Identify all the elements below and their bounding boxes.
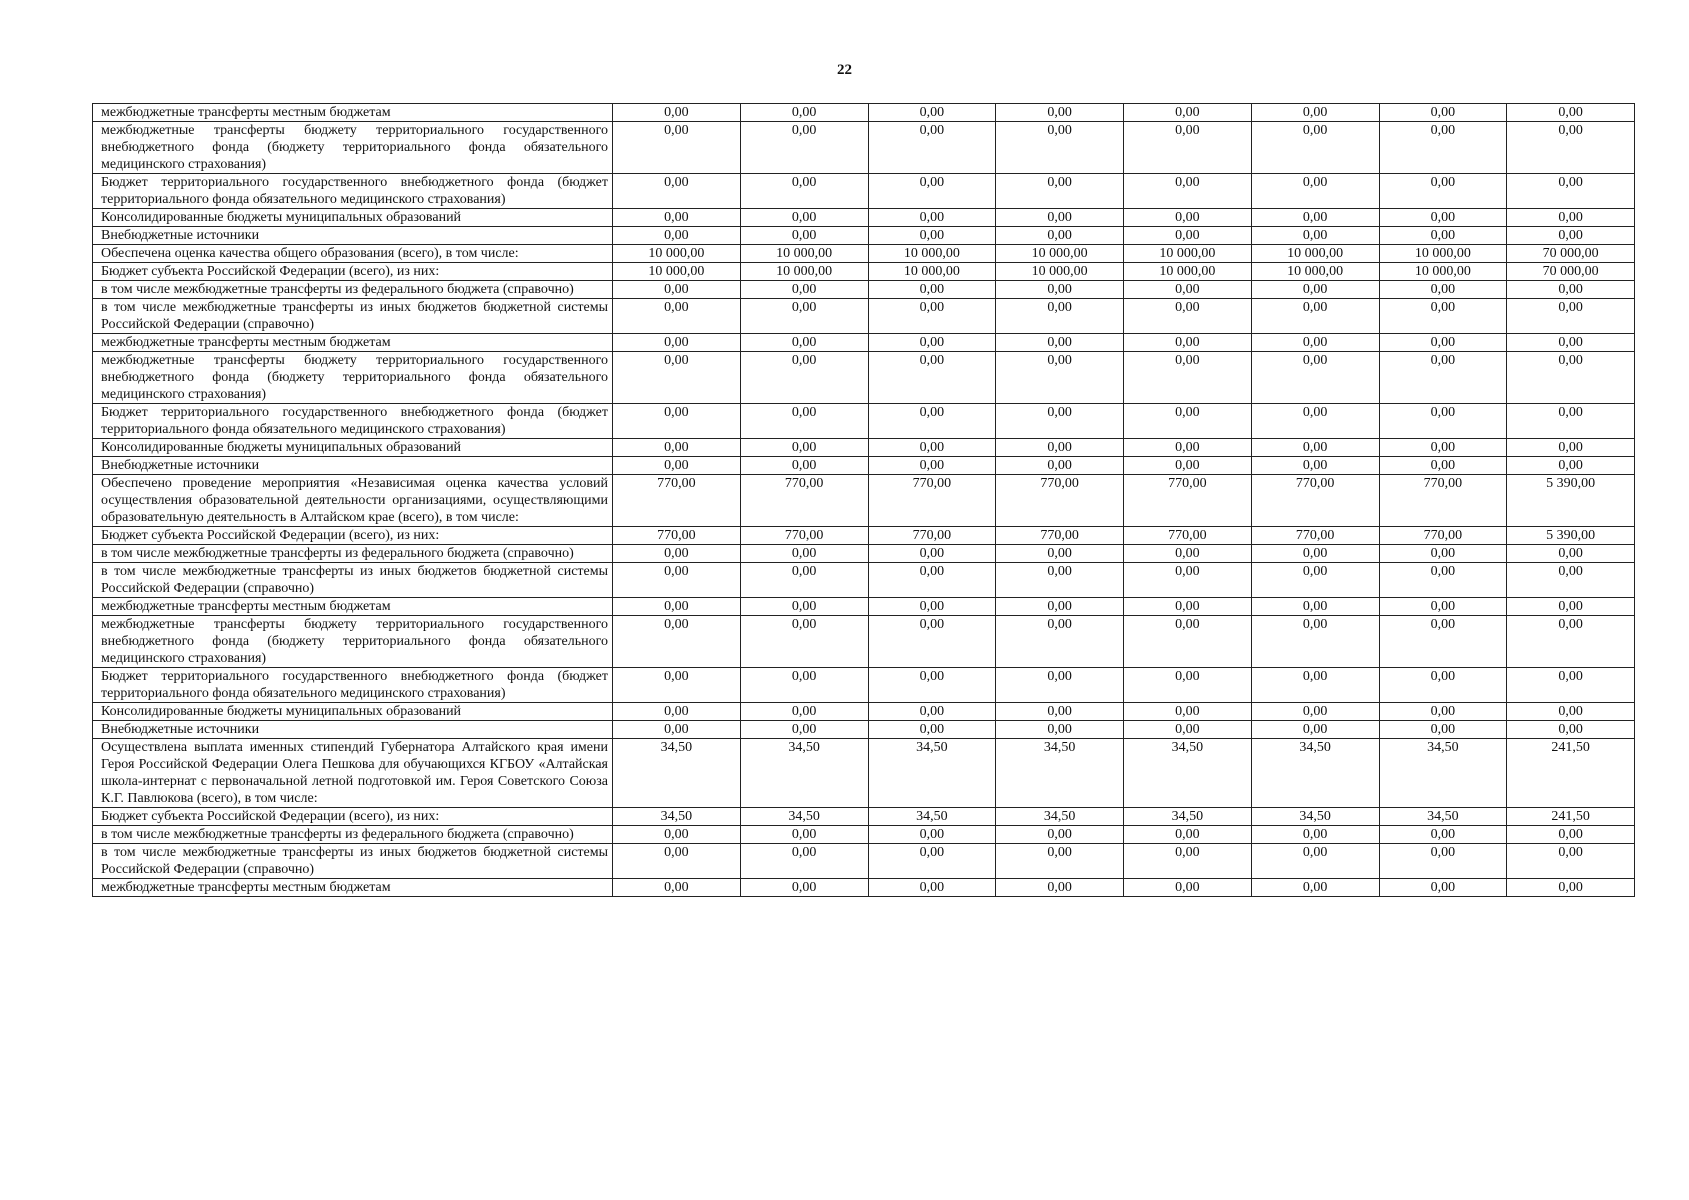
row-year-value: 0,00 [996,404,1124,439]
row-year-value: 0,00 [613,545,741,563]
row-label: Консолидированные бюджеты муниципальных образований [93,209,613,227]
row-year-value: 34,50 [868,808,996,826]
table-row [93,122,1635,174]
row-year-value: 0,00 [1124,563,1252,598]
row-year-value: 0,00 [868,545,996,563]
row-year-value: 0,00 [996,457,1124,475]
row-year-value: 0,00 [868,879,996,897]
table-row [93,668,1635,703]
row-label: межбюджетные трансферты местным бюджетам [93,879,613,897]
row-year-value: 0,00 [868,122,996,174]
row-year-value: 0,00 [868,457,996,475]
row-year-value: 0,00 [740,703,868,721]
row-year-value: 0,00 [740,616,868,668]
table-row [93,263,1635,281]
row-year-value: 0,00 [1251,844,1379,879]
row-year-value: 0,00 [996,844,1124,879]
row-total-value: 0,00 [1507,598,1635,616]
row-year-value: 0,00 [1251,334,1379,352]
row-year-value: 0,00 [996,616,1124,668]
row-year-value: 10 000,00 [740,263,868,281]
row-year-value: 0,00 [1124,598,1252,616]
row-year-value: 0,00 [868,227,996,245]
row-year-value: 0,00 [613,703,741,721]
row-year-value: 770,00 [868,475,996,527]
row-year-value: 0,00 [1379,703,1507,721]
row-year-value: 0,00 [1124,721,1252,739]
row-year-value: 0,00 [868,209,996,227]
row-year-value: 0,00 [1124,439,1252,457]
row-year-value: 0,00 [613,616,741,668]
row-year-value: 0,00 [1251,826,1379,844]
row-year-value: 34,50 [1251,808,1379,826]
row-year-value: 770,00 [613,475,741,527]
row-year-value: 34,50 [1124,739,1252,808]
table-row [93,721,1635,739]
row-label: Бюджет субъекта Российской Федерации (всего), из них: [93,808,613,826]
row-year-value: 0,00 [1124,174,1252,209]
row-year-value: 34,50 [740,739,868,808]
row-year-value: 0,00 [1379,209,1507,227]
row-total-value: 0,00 [1507,703,1635,721]
row-year-value: 0,00 [740,721,868,739]
row-year-value: 0,00 [1251,104,1379,122]
row-label: в том числе межбюджетные трансферты из федерального бюджета (справочно) [93,281,613,299]
row-year-value: 0,00 [613,457,741,475]
row-year-value: 0,00 [996,281,1124,299]
row-year-value: 10 000,00 [868,245,996,263]
row-label: в том числе межбюджетные трансферты из иных бюджетов бюджетной системы Российской Федерации (справочно) [93,299,613,334]
row-year-value: 0,00 [740,563,868,598]
row-year-value: 0,00 [996,826,1124,844]
row-total-value: 0,00 [1507,209,1635,227]
row-total-value: 5 390,00 [1507,527,1635,545]
row-year-value: 0,00 [1379,545,1507,563]
row-year-value: 0,00 [1379,879,1507,897]
row-year-value: 10 000,00 [613,263,741,281]
row-year-value: 0,00 [740,598,868,616]
row-year-value: 0,00 [996,122,1124,174]
row-year-value: 0,00 [868,281,996,299]
table-row [93,352,1635,404]
row-year-value: 0,00 [996,598,1124,616]
row-year-value: 770,00 [740,475,868,527]
row-year-value: 770,00 [996,475,1124,527]
row-year-value: 0,00 [613,281,741,299]
row-year-value: 0,00 [1124,457,1252,475]
row-year-value: 0,00 [613,227,741,245]
row-year-value: 0,00 [1124,352,1252,404]
row-year-value: 10 000,00 [1251,245,1379,263]
row-year-value: 0,00 [613,352,741,404]
table-row [93,439,1635,457]
row-label: Бюджет территориального государственного внебюджетного фонда (бюджет территориального фонда обязательного медицинского страхования) [93,174,613,209]
row-year-value: 0,00 [1124,299,1252,334]
row-total-value: 0,00 [1507,844,1635,879]
row-year-value: 0,00 [1251,352,1379,404]
row-year-value: 0,00 [613,104,741,122]
row-total-value: 0,00 [1507,439,1635,457]
table-row [93,245,1635,263]
row-year-value: 0,00 [1379,122,1507,174]
table-row [93,299,1635,334]
row-total-value: 241,50 [1507,808,1635,826]
table-row [93,281,1635,299]
row-year-value: 34,50 [996,808,1124,826]
row-year-value: 0,00 [613,299,741,334]
row-year-value: 0,00 [996,209,1124,227]
row-year-value: 34,50 [996,739,1124,808]
row-year-value: 0,00 [996,352,1124,404]
row-year-value: 0,00 [613,122,741,174]
row-total-value: 241,50 [1507,739,1635,808]
row-year-value: 0,00 [1124,616,1252,668]
row-year-value: 0,00 [1124,227,1252,245]
row-year-value: 770,00 [1379,475,1507,527]
row-year-value: 0,00 [1251,299,1379,334]
row-year-value: 0,00 [1379,563,1507,598]
row-year-value: 0,00 [868,703,996,721]
row-total-value: 0,00 [1507,616,1635,668]
row-label: межбюджетные трансферты местным бюджетам [93,598,613,616]
row-year-value: 0,00 [868,563,996,598]
row-year-value: 0,00 [613,334,741,352]
row-total-value: 0,00 [1507,122,1635,174]
row-year-value: 0,00 [740,352,868,404]
budget-table-body [93,104,1635,897]
row-year-value: 0,00 [740,209,868,227]
row-total-value: 0,00 [1507,457,1635,475]
row-total-value: 0,00 [1507,174,1635,209]
row-year-value: 0,00 [1251,209,1379,227]
row-year-value: 0,00 [868,439,996,457]
row-year-value: 0,00 [1379,721,1507,739]
row-year-value: 0,00 [740,122,868,174]
table-row [93,227,1635,245]
row-year-value: 0,00 [1124,209,1252,227]
table-row [93,104,1635,122]
row-year-value: 0,00 [613,598,741,616]
row-year-value: 0,00 [1124,104,1252,122]
row-year-value: 770,00 [868,527,996,545]
row-year-value: 0,00 [868,616,996,668]
table-row [93,826,1635,844]
table-row [93,563,1635,598]
row-year-value: 10 000,00 [740,245,868,263]
row-year-value: 0,00 [613,439,741,457]
row-year-value: 0,00 [996,563,1124,598]
page-number: 22 [837,62,852,78]
row-year-value: 0,00 [613,404,741,439]
row-year-value: 0,00 [1379,668,1507,703]
table-row [93,174,1635,209]
table-row [93,703,1635,721]
row-year-value: 0,00 [1251,122,1379,174]
row-year-value: 0,00 [1379,104,1507,122]
row-year-value: 0,00 [1379,404,1507,439]
row-year-value: 0,00 [613,209,741,227]
row-year-value: 0,00 [1251,457,1379,475]
row-year-value: 0,00 [996,104,1124,122]
row-year-value: 0,00 [740,227,868,245]
row-year-value: 0,00 [613,174,741,209]
row-label: Внебюджетные источники [93,227,613,245]
row-year-value: 0,00 [1251,281,1379,299]
row-total-value: 0,00 [1507,104,1635,122]
row-year-value: 0,00 [868,844,996,879]
row-year-value: 0,00 [996,668,1124,703]
row-label: Внебюджетные источники [93,721,613,739]
row-year-value: 0,00 [996,721,1124,739]
row-year-value: 770,00 [1251,475,1379,527]
row-total-value: 0,00 [1507,879,1635,897]
row-year-value: 10 000,00 [996,263,1124,281]
row-label: в том числе межбюджетные трансферты из федерального бюджета (справочно) [93,545,613,563]
row-total-value: 0,00 [1507,668,1635,703]
row-label: Бюджет субъекта Российской Федерации (всего), из них: [93,527,613,545]
row-year-value: 34,50 [1124,808,1252,826]
row-year-value: 0,00 [740,457,868,475]
row-year-value: 0,00 [1251,404,1379,439]
row-year-value: 0,00 [740,844,868,879]
row-year-value: 0,00 [1251,703,1379,721]
table-row [93,879,1635,897]
row-total-value: 5 390,00 [1507,475,1635,527]
row-year-value: 0,00 [868,598,996,616]
row-year-value: 0,00 [1379,439,1507,457]
row-label: межбюджетные трансферты бюджету территориального государственного внебюджетного фонда (бюджету территориального фонда обязательного медицинского страхования) [93,122,613,174]
table-row [93,475,1635,527]
row-total-value: 0,00 [1507,334,1635,352]
row-year-value: 0,00 [1379,227,1507,245]
row-year-value: 0,00 [1379,457,1507,475]
table-row [93,844,1635,879]
row-total-value: 0,00 [1507,563,1635,598]
row-year-value: 0,00 [740,299,868,334]
row-year-value: 0,00 [868,104,996,122]
row-year-value: 0,00 [868,352,996,404]
row-label: Обеспечена оценка качества общего образования (всего), в том числе: [93,245,613,263]
row-year-value: 0,00 [1379,334,1507,352]
row-total-value: 0,00 [1507,227,1635,245]
table-row [93,616,1635,668]
row-year-value: 0,00 [613,563,741,598]
row-year-value: 0,00 [996,227,1124,245]
row-year-value: 0,00 [1124,334,1252,352]
table-row [93,457,1635,475]
row-year-value: 0,00 [1124,668,1252,703]
row-year-value: 0,00 [740,668,868,703]
budget-table [92,103,1635,897]
row-year-value: 0,00 [1379,281,1507,299]
row-year-value: 0,00 [868,334,996,352]
row-year-value: 34,50 [868,739,996,808]
row-label: межбюджетные трансферты местным бюджетам [93,104,613,122]
row-total-value: 0,00 [1507,352,1635,404]
row-year-value: 0,00 [868,826,996,844]
row-year-value: 0,00 [1124,879,1252,897]
row-year-value: 0,00 [1251,439,1379,457]
row-year-value: 0,00 [1251,721,1379,739]
row-total-value: 0,00 [1507,281,1635,299]
row-year-value: 0,00 [740,879,868,897]
row-year-value: 0,00 [1379,352,1507,404]
row-year-value: 0,00 [996,334,1124,352]
row-year-value: 0,00 [740,334,868,352]
row-year-value: 0,00 [996,703,1124,721]
row-total-value: 0,00 [1507,721,1635,739]
row-year-value: 0,00 [868,174,996,209]
row-year-value: 10 000,00 [613,245,741,263]
row-year-value: 0,00 [613,879,741,897]
row-total-value: 0,00 [1507,545,1635,563]
table-row [93,527,1635,545]
row-year-value: 0,00 [868,404,996,439]
row-total-value: 70 000,00 [1507,245,1635,263]
row-year-value: 0,00 [613,826,741,844]
table-row [93,404,1635,439]
row-year-value: 0,00 [740,545,868,563]
row-year-value: 0,00 [740,281,868,299]
row-year-value: 0,00 [868,299,996,334]
row-year-value: 34,50 [1379,739,1507,808]
row-year-value: 770,00 [740,527,868,545]
row-year-value: 770,00 [1379,527,1507,545]
table-row [93,334,1635,352]
row-year-value: 0,00 [868,721,996,739]
row-year-value: 0,00 [1251,598,1379,616]
row-label: межбюджетные трансферты бюджету территориального государственного внебюджетного фонда (бюджету территориального фонда обязательного медицинского страхования) [93,616,613,668]
row-year-value: 0,00 [1379,844,1507,879]
row-label: в том числе межбюджетные трансферты из иных бюджетов бюджетной системы Российской Федерации (справочно) [93,844,613,879]
row-year-value: 0,00 [1251,545,1379,563]
row-year-value: 0,00 [1379,616,1507,668]
row-year-value: 10 000,00 [868,263,996,281]
table-row [93,808,1635,826]
row-year-value: 0,00 [868,668,996,703]
row-label: Консолидированные бюджеты муниципальных образований [93,439,613,457]
row-label: Обеспечено проведение мероприятия «Независимая оценка качества условий осуществления образовательной деятельности организациями, осуществляющими образовательную деятельность в Алтайском крае (всего), в том числе: [93,475,613,527]
row-year-value: 770,00 [1251,527,1379,545]
row-year-value: 0,00 [740,104,868,122]
row-year-value: 10 000,00 [1251,263,1379,281]
row-total-value: 70 000,00 [1507,263,1635,281]
row-year-value: 0,00 [1379,598,1507,616]
table-row [93,598,1635,616]
row-label: Бюджет территориального государственного внебюджетного фонда (бюджет территориального фонда обязательного медицинского страхования) [93,668,613,703]
row-label: Бюджет субъекта Российской Федерации (всего), из них: [93,263,613,281]
row-year-value: 0,00 [1251,227,1379,245]
row-year-value: 0,00 [996,299,1124,334]
row-year-value: 0,00 [740,404,868,439]
row-year-value: 0,00 [996,879,1124,897]
row-year-value: 0,00 [1251,879,1379,897]
row-year-value: 0,00 [740,174,868,209]
row-year-value: 0,00 [1379,174,1507,209]
row-year-value: 0,00 [1251,563,1379,598]
row-label: Консолидированные бюджеты муниципальных образований [93,703,613,721]
row-year-value: 34,50 [613,808,741,826]
row-label: Внебюджетные источники [93,457,613,475]
row-year-value: 0,00 [1124,826,1252,844]
row-year-value: 0,00 [996,174,1124,209]
row-label: в том числе межбюджетные трансферты из иных бюджетов бюджетной системы Российской Федерации (справочно) [93,563,613,598]
row-year-value: 10 000,00 [1379,245,1507,263]
row-label: межбюджетные трансферты бюджету территориального государственного внебюджетного фонда (бюджету территориального фонда обязательного медицинского страхования) [93,352,613,404]
row-year-value: 10 000,00 [1124,263,1252,281]
row-year-value: 10 000,00 [1124,245,1252,263]
row-year-value: 0,00 [740,826,868,844]
row-year-value: 0,00 [1124,281,1252,299]
row-year-value: 0,00 [1251,174,1379,209]
row-year-value: 770,00 [996,527,1124,545]
row-year-value: 0,00 [1124,122,1252,174]
row-total-value: 0,00 [1507,299,1635,334]
row-year-value: 0,00 [1124,545,1252,563]
row-year-value: 770,00 [1124,527,1252,545]
row-year-value: 0,00 [996,545,1124,563]
row-year-value: 34,50 [740,808,868,826]
row-label: в том числе межбюджетные трансферты из федерального бюджета (справочно) [93,826,613,844]
table-row [93,739,1635,808]
row-year-value: 10 000,00 [996,245,1124,263]
row-year-value: 770,00 [1124,475,1252,527]
row-label: межбюджетные трансферты местным бюджетам [93,334,613,352]
row-year-value: 0,00 [1124,404,1252,439]
row-year-value: 0,00 [1379,826,1507,844]
row-year-value: 0,00 [1251,668,1379,703]
row-year-value: 0,00 [1379,299,1507,334]
row-label: Осуществлена выплата именных стипендий Губернатора Алтайского края имени Героя Российской Федерации Олега Пешкова для обучающихся КГБОУ «Алтайская школа-интернат с первоначальной летной подготовкой им. Героя Советского Союза К.Г. Павлюкова (всего), в том числе: [93,739,613,808]
row-year-value: 0,00 [613,721,741,739]
row-year-value: 34,50 [613,739,741,808]
row-total-value: 0,00 [1507,826,1635,844]
row-year-value: 0,00 [1124,703,1252,721]
row-total-value: 0,00 [1507,404,1635,439]
row-year-value: 34,50 [1379,808,1507,826]
row-year-value: 0,00 [996,439,1124,457]
row-year-value: 34,50 [1251,739,1379,808]
row-year-value: 0,00 [740,439,868,457]
table-row [93,545,1635,563]
row-year-value: 0,00 [613,844,741,879]
row-year-value: 0,00 [1124,844,1252,879]
row-year-value: 0,00 [1251,616,1379,668]
row-year-value: 770,00 [613,527,741,545]
row-year-value: 0,00 [613,668,741,703]
row-label: Бюджет территориального государственного внебюджетного фонда (бюджет территориального фонда обязательного медицинского страхования) [93,404,613,439]
row-year-value: 10 000,00 [1379,263,1507,281]
table-row [93,209,1635,227]
